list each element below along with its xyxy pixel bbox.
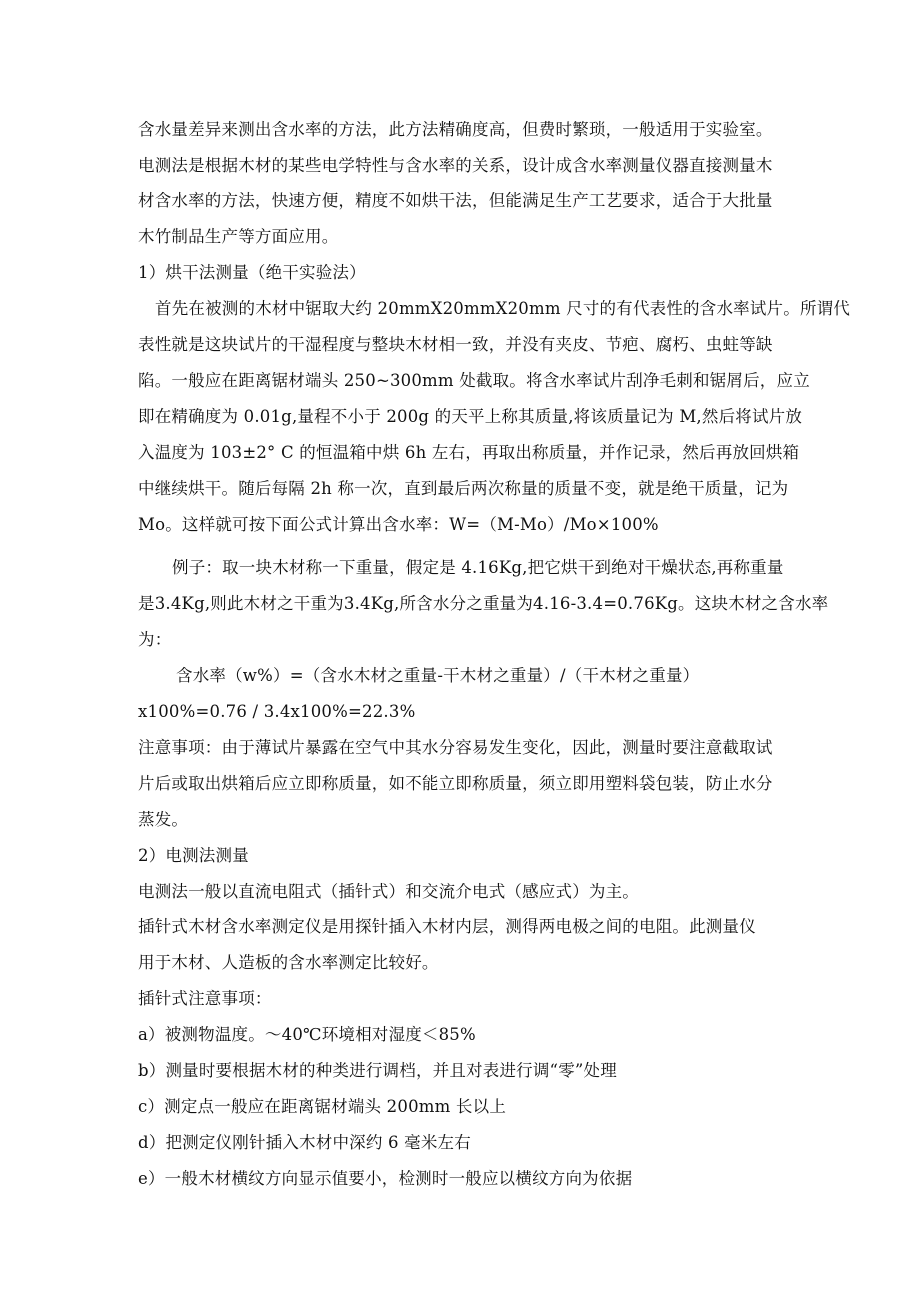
section-heading: 1）烘干法测量（绝干实验法） (138, 263, 366, 282)
text-line: 陷。一般应在距离锯材端头 250~300mm 处截取。将含水率试片刮净毛刺和锯屑后，应立 (138, 371, 810, 390)
list-item: e）一般木材横纹方向显示值要小，检测时一般应以横纹方向为依据 (138, 1169, 633, 1188)
text-line: 入温度为 103±2° C 的恒温箱中烘 6h 左右，再取出称质量，并作记录，然后再放回烘箱 (138, 443, 800, 462)
text-line: 首先在被测的木材中锯取大约 20mmX20mmX20mm 尺寸的有代表性的含水率试片。所谓代 (155, 299, 851, 318)
text-line: 电测法一般以直流电阻式（插针式）和交流介电式（感应式）为主。 (138, 882, 639, 901)
text-line: 木竹制品生产等方面应用。 (138, 227, 339, 246)
list-heading: 插针式注意事项： (138, 989, 272, 1008)
note-line: 蒸发。 (138, 810, 189, 829)
text-line: 材含水率的方法，快速方便，精度不如烘干法，但能满足生产工艺要求，适合于大批量 (138, 191, 773, 210)
section-heading: 2）电测法测量 (138, 846, 249, 865)
list-item: c）测定点一般应在距离锯材端头 200mm 长以上 (138, 1097, 507, 1116)
text-line: 含水量差异来测出含水率的方法，此方法精确度高，但费时繁琐，一般适用于实验室。 (138, 120, 773, 139)
text-line: 用于木材、人造板的含水率测定比较好。 (138, 953, 439, 972)
example-line: 是3.4Kg,则此木材之干重为3.4Kg,所含水分之重量为4.16-3.4=0.76Kg。这块木材之含水率 (138, 594, 829, 613)
note-line: 片后或取出烘箱后应立即称质量，如不能立即称质量，须立即用塑料袋包装，防止水分 (138, 774, 773, 793)
example-line: 例子：取一块木材称一下重量，假定是 4.16Kg,把它烘干到绝对干燥状态,再称重量 (172, 558, 784, 577)
text-line: 表性就是这块试片的干湿程度与整块木材相一致，并没有夹皮、节疤、腐朽、虫蛀等缺 (138, 335, 773, 354)
example-line: 为： (138, 630, 172, 649)
formula-line: Mo。这样就可按下面公式计算出含水率：W=（M-Mo）/Mo×100% (138, 515, 659, 534)
text-line: 中继续烘干。随后每隔 2h 称一次，直到最后两次称量的质量不变，就是绝干质量，记为 (138, 479, 789, 498)
list-item: d）把测定仪刚针插入木材中深约 6 毫米左右 (138, 1133, 471, 1152)
text-line: 插针式木材含水率测定仪是用探针插入木材内层，测得两电极之间的电阻。此测量仪 (138, 917, 756, 936)
formula-line: x100%=0.76 / 3.4x100%=22.3% (138, 702, 416, 721)
list-item: b）测量时要根据木材的种类进行调档，并且对表进行调“零”处理 (138, 1061, 617, 1080)
text-line: 即在精确度为 0.01g,量程不小于 200g 的天平上称其质量,将该质量记为 M,然后将试片放 (138, 407, 803, 426)
formula-line: 含水率（w%）=（含水木材之重量-干木材之重量）/（干木材之重量） (176, 666, 700, 685)
text-line: 电测法是根据木材的某些电学特性与含水率的关系，设计成含水率测量仪器直接测量木 (138, 156, 773, 175)
list-item: a）被测物温度。～40℃环境相对湿度＜85% (138, 1025, 476, 1044)
note-line: 注意事项：由于薄试片暴露在空气中其水分容易发生变化，因此，测量时要注意截取试 (138, 738, 773, 757)
